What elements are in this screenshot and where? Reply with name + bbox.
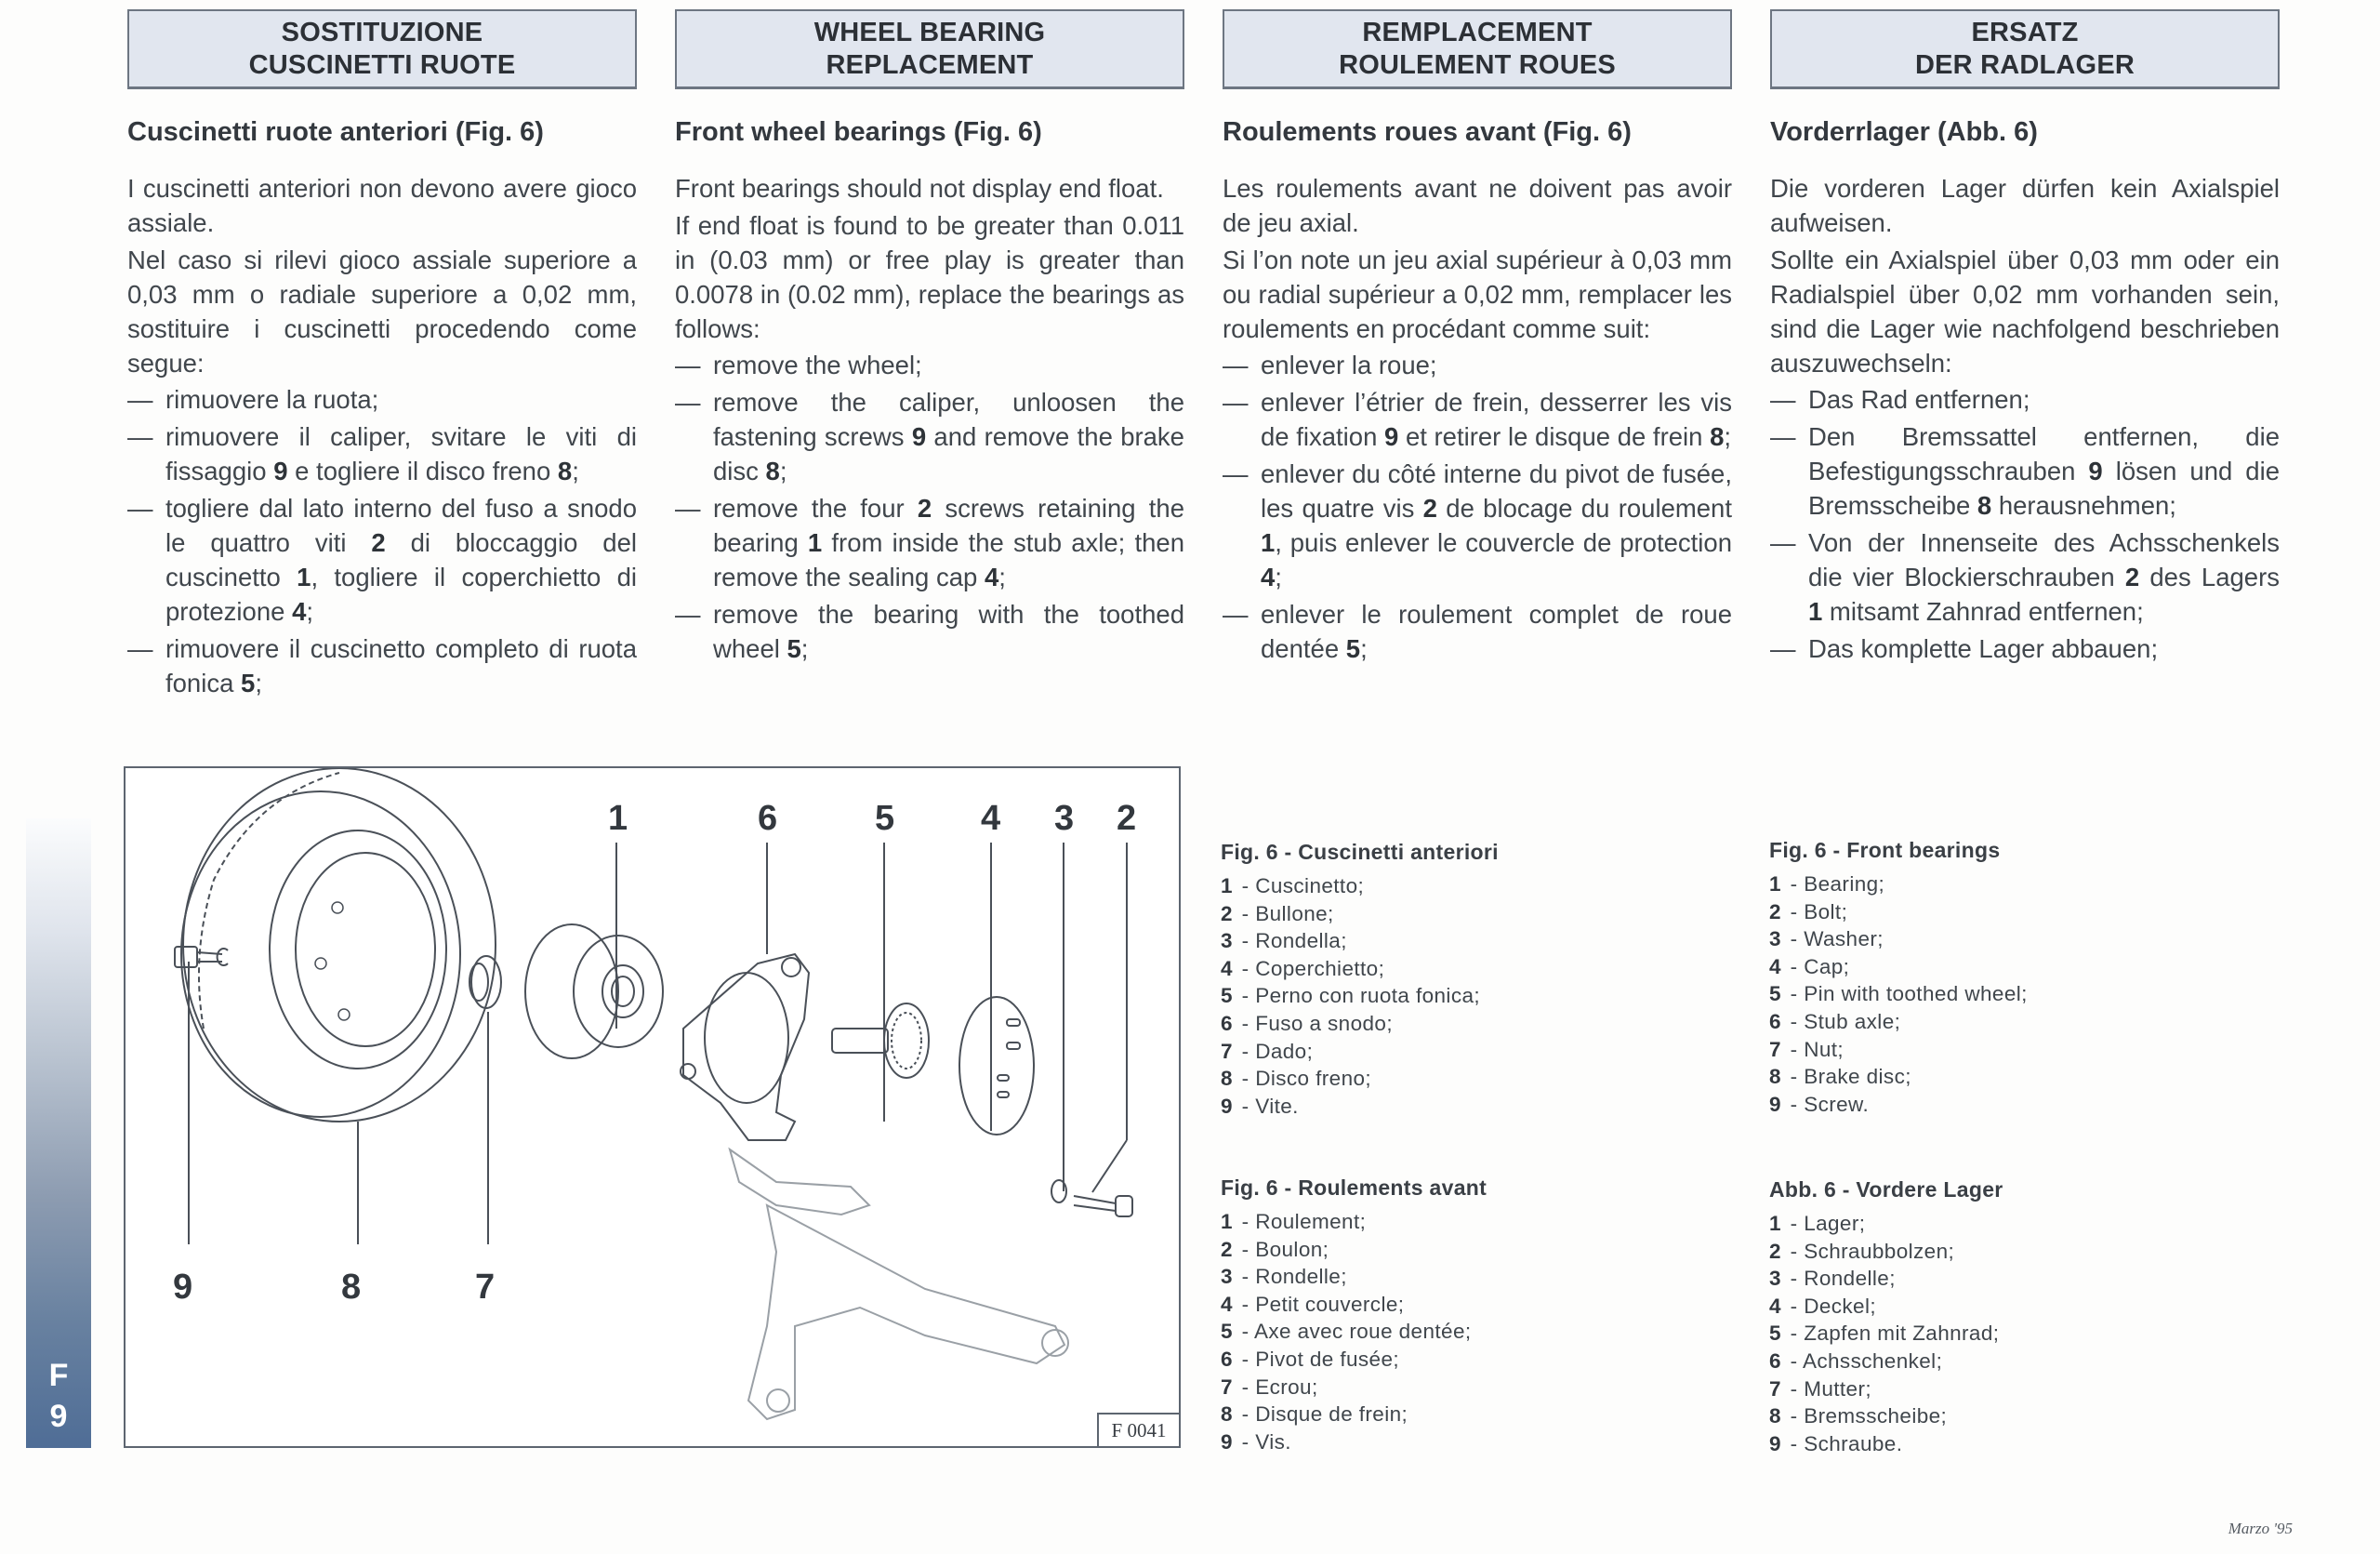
legend-item <box>1221 1291 1723 1319</box>
legend-item-number: 8 <box>1769 1404 1781 1428</box>
procedure-step: — remove the caliper, unloosen the fastening screws 9 and remove the brake disc 8; <box>675 385 1184 488</box>
legend-item-label: - Ecrou; <box>1236 1375 1318 1399</box>
condition-paragraph: Nel caso si rilevi gioco assiale superiore a 0,03 mm o radiale superiore a 0,02 mm, sostituire i cuscinetti procedendo come segue: <box>127 246 637 378</box>
legend-item <box>1769 1210 2271 1238</box>
dash-bullet: — <box>1770 422 1796 451</box>
legend-item-number: 9 <box>1221 1094 1233 1118</box>
legend-item-number: 8 <box>1769 1065 1781 1089</box>
legend-item-number: 8 <box>1221 1402 1233 1427</box>
dash-bullet: — <box>1223 600 1249 629</box>
legend-italian <box>1221 840 1723 1120</box>
section-header-line-1: REMPLACEMENT <box>1362 17 1593 47</box>
legend-item-label: - Rondelle; <box>1236 1265 1347 1289</box>
legend-french <box>1221 1175 1723 1455</box>
legend-item-number: 3 <box>1221 929 1233 953</box>
condition-paragraph: Si l’on note un jeu axial supérieur à 0,03 mm ou radial supérieur a 0,02 mm, remplacer les roulements en procédant comme suit: <box>1223 246 1732 343</box>
intro-paragraph: Les roulements avant ne doivent pas avoir de jeu axial. <box>1223 174 1732 237</box>
legend-item-label: - Axe avec roue dentée; <box>1236 1320 1472 1344</box>
procedure-text <box>1770 171 2280 669</box>
legend-item-number: 3 <box>1769 1267 1781 1291</box>
legend-item-number: 1 <box>1769 872 1781 896</box>
legend-item <box>1769 870 2271 898</box>
legend-item-number: 7 <box>1221 1375 1233 1399</box>
legend-item-label: - Lager; <box>1784 1212 1866 1235</box>
procedure-step: — Das Rad entfernen; <box>1770 382 2280 417</box>
section-header-box <box>1223 9 1732 89</box>
legend-item-label: - Coperchietto; <box>1236 956 1385 980</box>
part-reference-number: 5 <box>1345 634 1361 663</box>
dash-bullet: — <box>675 600 701 629</box>
legend-item <box>1769 1320 2271 1348</box>
part-reference-number: 5 <box>787 634 801 663</box>
procedure-step: — rimuovere il caliper, svitare le viti di fissaggio 9 e togliere il disco freno 8; <box>127 419 637 488</box>
part-reference-number: 8 <box>1710 422 1725 451</box>
procedure-step: — Von der Innenseite des Achsschenkels die vier Blockierschrauben 2 des Lagers 1 mitsamt Zahnrad entfernen; <box>1770 525 2280 629</box>
legend-title: Fig. 6 - Roulements avant <box>1221 1175 1488 1200</box>
procedure-step: — remove the four 2 screws retaining the bearing 1 from inside the stub axle; then remove the sealing cap 4; <box>675 491 1184 594</box>
legend-item-label: - Stub axle; <box>1784 1009 1901 1033</box>
legend-item-label: - Washer; <box>1784 927 1884 951</box>
legend-item-number: 3 <box>1221 1265 1233 1289</box>
part-reference-number: 9 <box>911 422 927 451</box>
legend-title: Fig. 6 - Cuscinetti anteriori <box>1221 840 1499 864</box>
step-list <box>1770 382 2280 666</box>
procedure-step: — enlever la roue; <box>1223 348 1732 382</box>
dash-bullet: — <box>1223 388 1249 417</box>
part-reference-number: 4 <box>292 597 307 626</box>
legend-item-number: 5 <box>1221 984 1233 1008</box>
legend-item <box>1769 1008 2271 1036</box>
section-header-box <box>127 9 637 89</box>
dash-bullet: — <box>127 494 153 523</box>
intro-paragraph: I cuscinetti anteriori non devono avere gioco assiale. <box>127 174 637 237</box>
step-list <box>1223 348 1732 666</box>
dash-bullet: — <box>127 634 153 663</box>
legend-item <box>1769 1265 2271 1293</box>
part-reference-number: 2 <box>371 528 386 557</box>
dash-bullet: — <box>127 422 153 451</box>
legend-item <box>1221 1038 1723 1066</box>
legend-title: Abb. 6 - Vordere Lager <box>1769 1177 2003 1202</box>
part-reference-number: 9 <box>273 457 288 485</box>
section-header-line-2: DER RADLAGER <box>1914 49 2135 80</box>
dash-bullet: — <box>1770 385 1796 414</box>
legend-item-label: - Screw. <box>1784 1092 1870 1116</box>
legend-item <box>1221 900 1723 928</box>
procedure-step: — enlever le roulement complet de roue dentée 5; <box>1223 597 1732 666</box>
legend-item-label: - Brake disc; <box>1784 1065 1911 1089</box>
callout-label: 7 <box>475 1268 496 1307</box>
section-header-line-1: ERSATZ <box>1971 17 2079 47</box>
legend-item-label: - Petit couvercle; <box>1236 1292 1405 1316</box>
intro-paragraph: Die vorderen Lager dürfen kein Axialspiel aufweisen. <box>1770 174 2280 237</box>
dash-bullet: — <box>1223 351 1249 379</box>
dash-bullet: — <box>675 494 701 523</box>
legend-item-number: 2 <box>1221 1237 1233 1261</box>
legend-item <box>1221 982 1723 1010</box>
legend-item <box>1769 1402 2271 1430</box>
legend-item-number: 2 <box>1221 901 1233 925</box>
legend-item-number: 9 <box>1769 1092 1781 1116</box>
side-tab-page-number: 9 <box>49 1399 68 1434</box>
procedure-step: — Das komplette Lager abbauen; <box>1770 631 2280 666</box>
figure-code: F 0041 <box>1097 1413 1179 1446</box>
section-header-box <box>675 9 1184 89</box>
dash-bullet: — <box>675 388 701 417</box>
legend-item-number: 6 <box>1221 1347 1233 1371</box>
step-list <box>675 348 1184 666</box>
legend-item-number: 6 <box>1221 1011 1233 1035</box>
dash-bullet: — <box>127 385 153 414</box>
legend-item-label: - Boulon; <box>1236 1237 1329 1261</box>
wheel-hub-exploded-diagram <box>126 768 1179 1446</box>
legend-item-number: 7 <box>1769 1376 1781 1401</box>
legend-item-label: - Rondelle; <box>1784 1267 1896 1291</box>
legend-item-label: - Roulement; <box>1236 1210 1367 1233</box>
part-reference-number: 5 <box>241 669 256 697</box>
legend-item-label: - Bremsscheibe; <box>1784 1404 1948 1428</box>
legend-german <box>1769 1177 2271 1457</box>
intro-paragraph: Front bearings should not display end float. <box>675 174 1164 203</box>
step-list <box>127 382 637 700</box>
legend-item-number: 4 <box>1769 954 1781 978</box>
legend-item-label: - Bullone; <box>1236 901 1334 925</box>
legend-item-number: 4 <box>1221 1292 1233 1316</box>
legend-item <box>1221 872 1723 900</box>
legend-item-label: - Disque de frein; <box>1236 1402 1408 1427</box>
dash-bullet: — <box>1223 459 1249 488</box>
part-reference-number: 8 <box>1977 491 1992 520</box>
procedure-step: — rimuovere il cuscinetto completo di ruota fonica 5; <box>127 631 637 700</box>
callout-label: 4 <box>981 799 1001 838</box>
procedure-step: — rimuovere la ruota; <box>127 382 637 417</box>
legend-item-label: - Disco freno; <box>1236 1067 1372 1091</box>
legend-item-number: 1 <box>1769 1212 1781 1235</box>
side-tab-section-letter: F <box>48 1358 69 1393</box>
legend-item-number: 1 <box>1221 874 1233 897</box>
legend-item-number: 4 <box>1221 956 1233 980</box>
legend-item-number: 7 <box>1769 1037 1781 1061</box>
condition-paragraph: Sollte ein Axialspiel über 0,03 mm oder ein Radialspiel über 0,02 mm vorhanden sein, sind die Lager wie nachfolgend beschrieben auszuwechseln: <box>1770 246 2280 378</box>
legend-item-number: 9 <box>1769 1431 1781 1455</box>
part-reference-number: 1 <box>1261 528 1276 557</box>
section-header-line-2: ROULEMENT ROUES <box>1339 49 1616 80</box>
legend-item-label: - Achsschenkel; <box>1784 1348 1943 1373</box>
legend-item <box>1221 1263 1723 1291</box>
section-header-line-1: WHEEL BEARING <box>813 17 1046 47</box>
legend-item-label: - Schraubbolzen; <box>1784 1239 1955 1263</box>
legend-item <box>1769 925 2271 953</box>
legend-item <box>1221 1318 1723 1346</box>
procedure-text <box>675 171 1184 669</box>
section-header-line-2: CUSCINETTI RUOTE <box>248 49 516 80</box>
legend-english <box>1769 838 2271 1118</box>
legend-item <box>1221 927 1723 955</box>
legend-item <box>1769 980 2271 1008</box>
part-reference-number: 9 <box>1384 422 1399 451</box>
section-header-box <box>1770 9 2280 89</box>
legend-item-label: - Rondella; <box>1236 929 1347 953</box>
footer-date: Marzo '95 <box>2228 1520 2293 1537</box>
part-reference-number: 2 <box>2124 563 2140 591</box>
legend-item-label: - Perno con ruota fonica; <box>1236 984 1481 1008</box>
legend-item <box>1769 1293 2271 1321</box>
legend-item <box>1221 1428 1723 1456</box>
legend-item <box>1221 1346 1723 1374</box>
callout-label: 5 <box>875 799 895 838</box>
legend-item <box>1221 1093 1723 1121</box>
subheading: Roulements roues avant (Fig. 6) <box>1223 117 1632 147</box>
part-reference-number: 9 <box>2088 457 2103 485</box>
part-reference-number: 4 <box>984 563 999 591</box>
legend-item-number: 5 <box>1769 982 1781 1006</box>
section-header-line-2: REPLACEMENT <box>826 49 1034 80</box>
legend-item-label: - Cap; <box>1784 954 1850 978</box>
subheading: Front wheel bearings (Fig. 6) <box>675 117 1042 147</box>
legend-item-number: 8 <box>1221 1067 1233 1091</box>
legend-item <box>1769 1375 2271 1403</box>
legend-item <box>1769 1063 2271 1091</box>
legend-item-label: - Deckel; <box>1784 1294 1877 1318</box>
subheading: Cuscinetti ruote anteriori (Fig. 6) <box>127 117 544 147</box>
legend-item-label: - Pin with toothed wheel; <box>1784 982 2028 1006</box>
legend-item-number: 1 <box>1221 1210 1233 1233</box>
legend-item-label: - Bearing; <box>1784 872 1885 896</box>
legend-item-number: 9 <box>1221 1429 1233 1454</box>
legend-item-number: 2 <box>1769 899 1781 923</box>
procedure-step: — togliere dal lato interno del fuso a snodo le quattro viti 2 di bloccaggio del cuscinetto 1, togliere il coperchietto di protezione 4; <box>127 491 637 629</box>
legend-item <box>1221 1208 1723 1236</box>
part-reference-number: 4 <box>1261 563 1276 591</box>
legend-item-number: 3 <box>1769 927 1781 951</box>
legend-item-label: - Cuscinetto; <box>1236 874 1365 897</box>
legend-item-label: - Mutter; <box>1784 1376 1872 1401</box>
legend-item <box>1769 1036 2271 1064</box>
legend-item <box>1769 1091 2271 1119</box>
callout-label: 2 <box>1117 799 1137 838</box>
section-side-tab <box>26 818 91 1448</box>
legend-item-label: - Vite. <box>1236 1094 1299 1118</box>
dash-bullet: — <box>1770 528 1796 557</box>
legend-item <box>1221 1010 1723 1038</box>
legend-item <box>1769 1238 2271 1266</box>
legend-item <box>1221 1065 1723 1093</box>
procedure-text <box>1223 171 1732 669</box>
legend-item-label: - Dado; <box>1236 1039 1314 1063</box>
legend-item-label: - Bolt; <box>1784 899 1848 923</box>
callout-label: 3 <box>1054 799 1075 838</box>
section-header-line-1: SOSTITUZIONE <box>281 17 483 47</box>
procedure-step: — enlever l’étrier de frein, desserrer les vis de fixation 9 et retirer le disque de frein 8; <box>1223 385 1732 454</box>
legend-item-number: 2 <box>1769 1239 1781 1263</box>
legend-item-label: - Pivot de fusée; <box>1236 1347 1400 1371</box>
legend-item-label: - Fuso a snodo; <box>1236 1011 1393 1035</box>
part-reference-number: 2 <box>1422 494 1437 523</box>
condition-paragraph: If end float is found to be greater than 0.011 in (0.03 mm) or free play is greater than 0.0078 in (0.02 mm), replace the bearings as follows: <box>675 211 1184 343</box>
procedure-step: — remove the wheel; <box>675 348 1184 382</box>
legend-item <box>1769 1430 2271 1458</box>
part-reference-number: 2 <box>917 494 932 523</box>
callout-label: 9 <box>173 1268 193 1307</box>
dash-bullet: — <box>675 351 701 379</box>
legend-item <box>1769 1348 2271 1375</box>
exploded-view-figure <box>124 766 1181 1448</box>
legend-item-label: - Schraube. <box>1784 1431 1903 1455</box>
legend-item-number: 5 <box>1221 1320 1233 1344</box>
part-reference-number: 1 <box>807 528 823 557</box>
procedure-step: — Den Bremssattel entfernen, die Befestigungsschrauben 9 lösen und die Bremsscheibe 8 herausnehmen; <box>1770 419 2280 523</box>
callout-label: 6 <box>758 799 778 838</box>
legend-item <box>1221 1236 1723 1264</box>
legend-title: Fig. 6 - Front bearings <box>1769 838 2001 862</box>
legend-item <box>1769 898 2271 926</box>
callout-label: 8 <box>341 1268 362 1307</box>
part-reference-number: 8 <box>765 457 780 485</box>
legend-item-label: - Zapfen mit Zahnrad; <box>1784 1322 2000 1346</box>
legend-item-label: - Nut; <box>1784 1037 1844 1061</box>
legend-item-number: 5 <box>1769 1322 1781 1346</box>
subheading: Vorderrlager (Abb. 6) <box>1770 117 2038 147</box>
part-reference-number: 8 <box>557 457 573 485</box>
procedure-text <box>127 171 637 703</box>
legend-item <box>1769 953 2271 981</box>
legend-item-label: - Vis. <box>1236 1429 1291 1454</box>
legend-item <box>1221 1374 1723 1401</box>
procedure-step: — remove the bearing with the toothed wheel 5; <box>675 597 1184 666</box>
legend-item <box>1221 1401 1723 1428</box>
procedure-step: — enlever du côté interne du pivot de fusée, les quatre vis 2 de blocage du roulement 1, puis enlever le couvercle de protection 4; <box>1223 457 1732 594</box>
legend-item-number: 6 <box>1769 1348 1781 1373</box>
part-reference-number: 1 <box>297 563 311 591</box>
callout-label: 1 <box>608 799 628 838</box>
part-reference-number: 1 <box>1808 597 1823 626</box>
legend-item-number: 6 <box>1769 1009 1781 1033</box>
legend-item-number: 7 <box>1221 1039 1233 1063</box>
dash-bullet: — <box>1770 634 1796 663</box>
legend-item <box>1221 955 1723 983</box>
legend-item-number: 4 <box>1769 1294 1781 1318</box>
